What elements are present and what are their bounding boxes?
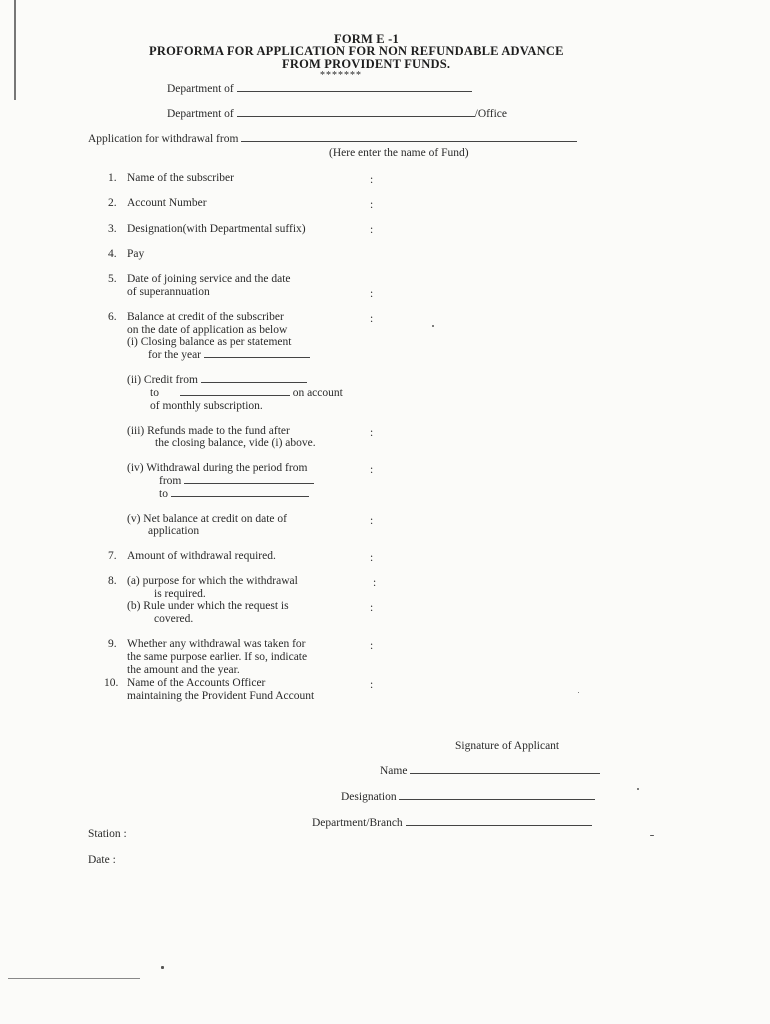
item-2-number: 2. <box>108 197 117 209</box>
item-6-sub-iv-line1: (iv) Withdrawal during the period from <box>127 462 308 474</box>
item-6-line1: Balance at credit of the subscriber <box>127 311 284 323</box>
name-label: Name <box>380 765 600 777</box>
item-6-sub-iii-line1: (iii) Refunds made to the fund after <box>127 425 290 437</box>
item-10-number: 10. <box>104 677 119 689</box>
item-3-number: 3. <box>108 223 117 235</box>
form-title-line1: PROFORMA FOR APPLICATION FOR NON REFUNDABLE ADVANCE <box>149 44 564 58</box>
signature-label: Signature of Applicant <box>455 740 560 752</box>
scan-stray-line <box>8 978 140 979</box>
station-label: Station : <box>88 828 127 840</box>
item-8-a-line1: (a) purpose for which the withdrawal <box>127 575 298 587</box>
item-10-colon: : <box>370 679 374 691</box>
item-8-b-colon: : <box>370 602 374 614</box>
fund-hint: (Here enter the name of Fund) <box>329 147 469 159</box>
title-stars: ******* <box>320 70 362 81</box>
scan-speck <box>578 692 579 693</box>
department-of-label-2: Department of /Office <box>167 108 507 120</box>
item-8-number: 8. <box>108 575 117 587</box>
item-5-number: 5. <box>108 273 117 285</box>
department-of-field-1[interactable] <box>237 91 472 92</box>
item-6-sub-ii-line2: to on account <box>150 387 343 399</box>
scan-speck <box>637 788 639 790</box>
item-6-number: 6. <box>108 311 117 323</box>
item-10-line1: Name of the Accounts Officer <box>127 677 266 689</box>
item-9-number: 9. <box>108 638 117 650</box>
item-6-sub-v-line2: application <box>148 525 200 537</box>
item-5-line2: of superannuation <box>127 286 210 298</box>
item-1-number: 1. <box>108 172 117 184</box>
item-9-line1: Whether any withdrawal was taken for <box>127 638 306 650</box>
year-field[interactable] <box>204 357 310 358</box>
item-6-sub-i-line1: (i) Closing balance as per statement <box>127 336 292 348</box>
designation-field[interactable] <box>399 799 595 800</box>
item-8-b-line1: (b) Rule under which the request is <box>127 600 289 612</box>
item-1-label: Name of the subscriber <box>127 172 234 184</box>
item-8-a-colon: : <box>373 577 377 589</box>
date-label: Date : <box>88 854 116 866</box>
form-number: FORM E -1 <box>334 32 399 46</box>
scan-speck <box>432 325 434 327</box>
item-6-sub-iv-line2: from <box>159 475 314 487</box>
item-9-colon: : <box>370 640 374 652</box>
item-4-number: 4. <box>108 248 117 260</box>
item-10-line2: maintaining the Provident Fund Account <box>127 690 315 702</box>
item-7-number: 7. <box>108 550 117 562</box>
item-9-line2: the same purpose earlier. If so, indicate <box>127 651 308 663</box>
scan-edge-line <box>14 0 16 100</box>
item-8-a-line2: is required. <box>154 588 206 600</box>
scan-speck <box>161 966 164 969</box>
withdrawal-from-field[interactable] <box>184 483 314 484</box>
item-6-sub-ii-line3: of monthly subscription. <box>150 400 263 412</box>
item-6-sub-iii-line2: the closing balance, vide (i) above. <box>155 437 316 449</box>
credit-from-field[interactable] <box>201 382 307 383</box>
item-6-sub-iv-colon: : <box>370 464 374 476</box>
department-branch-label: Department/Branch <box>312 817 592 829</box>
form-title-line2: FROM PROVIDENT FUNDS. <box>282 57 451 71</box>
designation-label: Designation <box>341 791 595 803</box>
item-3-colon: : <box>370 224 374 236</box>
item-6-sub-v-colon: : <box>370 515 374 527</box>
item-2-label: Account Number <box>127 197 207 209</box>
item-9-line3: the amount and the year. <box>127 664 240 676</box>
item-6-line2: on the date of application as below <box>127 324 288 336</box>
department-branch-field[interactable] <box>406 825 592 826</box>
item-1-colon: : <box>370 174 374 186</box>
department-of-field-2[interactable] <box>237 116 475 117</box>
item-7-label: Amount of withdrawal required. <box>127 550 276 562</box>
credit-to-field[interactable] <box>180 395 290 396</box>
item-4-label: Pay <box>127 248 145 260</box>
department-of-label-1: Department of <box>167 83 472 95</box>
item-3-label: Designation(with Departmental suffix) <box>127 223 306 235</box>
item-7-colon: : <box>370 552 374 564</box>
application-from-label: Application for withdrawal from <box>88 133 577 145</box>
item-5-line1: Date of joining service and the date <box>127 273 291 285</box>
item-6-sub-iv-line3: to <box>159 488 309 500</box>
item-5-colon: : <box>370 288 374 300</box>
item-6-sub-iii-colon: : <box>370 427 374 439</box>
fund-name-field[interactable] <box>241 141 577 142</box>
item-8-b-line2: covered. <box>154 613 194 625</box>
item-2-colon: : <box>370 199 374 211</box>
item-6-sub-ii-line1: (ii) Credit from <box>127 374 307 386</box>
item-6-colon: : <box>370 313 374 325</box>
item-6-sub-i-line2: for the year <box>148 349 310 361</box>
item-6-sub-v-line1: (v) Net balance at credit on date of <box>127 513 287 525</box>
scan-speck <box>650 835 654 836</box>
name-field[interactable] <box>410 773 600 774</box>
withdrawal-to-field[interactable] <box>171 496 309 497</box>
